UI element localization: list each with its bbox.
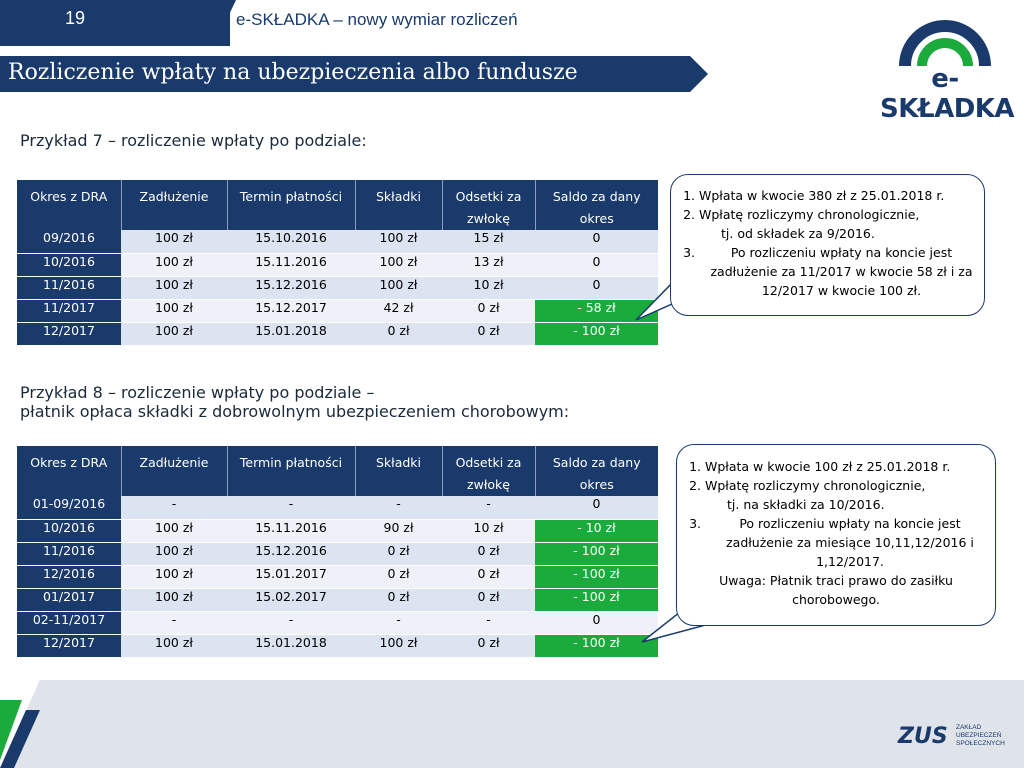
table-cell: -	[227, 611, 355, 634]
table-cell: -	[355, 496, 442, 519]
table-cell: 0 zł	[442, 565, 535, 588]
table-cell: 100 zł	[355, 253, 442, 276]
footer-bar	[0, 680, 1024, 768]
column-header: Zadłużenie	[121, 446, 227, 496]
table-cell: - 100 zł	[535, 634, 658, 657]
table-cell: 09/2016	[17, 230, 121, 253]
table-row	[17, 299, 658, 322]
table-cell: 90 zł	[355, 519, 442, 542]
table-cell: 100 zł	[121, 299, 227, 322]
table-cell: 0 zł	[355, 322, 442, 345]
table-cell: 0 zł	[355, 542, 442, 565]
e-skladka-logo	[880, 8, 1015, 124]
table-cell: - 100 zł	[535, 542, 658, 565]
table-cell: 0 zł	[442, 542, 535, 565]
table-row	[17, 230, 658, 253]
table-cell: 10 zł	[442, 519, 535, 542]
column-header: Okres z DRA	[17, 446, 121, 496]
logo-arc-icon	[880, 8, 1010, 68]
table-cell: 0 zł	[442, 588, 535, 611]
table-cell: 0	[535, 230, 658, 253]
column-header: Odsetki za zwłokę	[442, 180, 535, 230]
callout-item: 3. Po rozliczeniu wpłaty na koncie jest zadłużenie za 11/2017 w kwocie 58 zł i za 12/2017 w kwocie 100 zł.	[699, 243, 984, 300]
table-row	[17, 588, 658, 611]
table-cell: 10 zł	[442, 276, 535, 299]
table-header-row	[17, 446, 658, 496]
table-cell: 15.12.2016	[227, 542, 355, 565]
table-row	[17, 253, 658, 276]
table-cell: 100 zł	[121, 253, 227, 276]
column-header: Saldo za dany okres	[535, 446, 658, 496]
table-row	[17, 542, 658, 565]
table-cell: 0 zł	[355, 565, 442, 588]
table-cell: 100 zł	[355, 276, 442, 299]
table-cell: 12/2016	[17, 565, 121, 588]
table-cell: 100 zł	[121, 519, 227, 542]
table-cell: 100 zł	[121, 276, 227, 299]
table-cell: 01-09/2016	[17, 496, 121, 519]
table-cell: 12/2017	[17, 322, 121, 345]
zus-name: ZAKŁAD UBEZPIECZEŃ SPOŁECZNYCH	[956, 724, 1005, 747]
table-cell: 0 zł	[442, 322, 535, 345]
column-header: Termin płatności	[227, 180, 355, 230]
table-cell: -	[227, 496, 355, 519]
table-cell: - 10 zł	[535, 519, 658, 542]
table-cell: 15.11.2016	[227, 519, 355, 542]
table-row	[17, 565, 658, 588]
table-cell: 11/2016	[17, 276, 121, 299]
example7-title: Przykład 7 – rozliczenie wpłaty po podziale:	[20, 131, 367, 150]
zus-logo-mark: ZUS	[898, 724, 948, 749]
table-cell: 12/2017	[17, 634, 121, 657]
table-cell: 01/2017	[17, 588, 121, 611]
table-cell: 15.02.2017	[227, 588, 355, 611]
table-cell: 11/2017	[17, 299, 121, 322]
table-header-row	[17, 180, 658, 230]
header-band-slant	[200, 0, 240, 46]
example8-title-line2: płatnik opłaca składki z dobrowolnym ubezpieczeniem chorobowym:	[20, 402, 570, 421]
table-cell: 10/2016	[17, 253, 121, 276]
table-cell: 11/2016	[17, 542, 121, 565]
table-cell: 0	[535, 276, 658, 299]
callout-item: 2. Wpłatę rozliczymy chronologicznie, tj. od składek za 9/2016.	[699, 205, 984, 243]
table-cell: 100 zł	[121, 542, 227, 565]
table-cell: 15.12.2017	[227, 299, 355, 322]
table-cell: 100 zł	[121, 588, 227, 611]
table-cell: -	[442, 611, 535, 634]
header-title: e-SKŁADKA – nowy wymiar rozliczeń	[236, 10, 518, 29]
column-header: Składki	[355, 180, 442, 230]
table-cell: 100 zł	[121, 634, 227, 657]
table-row	[17, 519, 658, 542]
table-row	[17, 276, 658, 299]
column-header: Składki	[355, 446, 442, 496]
callout-item: 2. Wpłatę rozliczymy chronologicznie, tj. na składki za 10/2016.	[705, 476, 995, 514]
slide-title: Rozliczenie wpłaty na ubezpieczenia albo fundusze	[8, 60, 578, 85]
example7-table	[17, 180, 658, 346]
table-cell: 15 zł	[442, 230, 535, 253]
table-cell: 15.10.2016	[227, 230, 355, 253]
table-cell: - 100 zł	[535, 322, 658, 345]
column-header: Zadłużenie	[121, 180, 227, 230]
table-cell: - 100 zł	[535, 588, 658, 611]
table-cell: 0 zł	[355, 588, 442, 611]
example8-callout	[676, 444, 996, 626]
column-header: Termin płatności	[227, 446, 355, 496]
example7-callout	[670, 174, 985, 316]
table-cell: 15.11.2016	[227, 253, 355, 276]
table-cell: 13 zł	[442, 253, 535, 276]
table-cell: 15.01.2018	[227, 322, 355, 345]
table-cell: 100 zł	[355, 634, 442, 657]
callout-list	[671, 186, 984, 300]
table-row	[17, 322, 658, 345]
table-row	[17, 496, 658, 519]
table-cell: -	[121, 611, 227, 634]
table-row	[17, 611, 658, 634]
callout-item: 1. Wpłata w kwocie 100 zł z 25.01.2018 r.	[705, 457, 995, 476]
table-cell: 15.12.2016	[227, 276, 355, 299]
table-cell: 0	[535, 611, 658, 634]
example8-title-line1: Przykład 8 – rozliczenie wpłaty po podziale –	[20, 383, 375, 402]
column-header: Odsetki za zwłokę	[442, 446, 535, 496]
table-cell: - 58 zł	[535, 299, 658, 322]
table-cell: -	[355, 611, 442, 634]
logo-text: e-SKŁADKA	[880, 64, 1015, 124]
table-cell: 100 zł	[121, 565, 227, 588]
table-cell: 15.01.2018	[227, 634, 355, 657]
zus-logo	[898, 722, 1008, 758]
table-cell: - 100 zł	[535, 565, 658, 588]
table-cell: 0	[535, 253, 658, 276]
table-cell: 100 zł	[121, 322, 227, 345]
table-row	[17, 634, 658, 657]
table-cell: 100 zł	[355, 230, 442, 253]
table-cell: 10/2016	[17, 519, 121, 542]
table-cell: 15.01.2017	[227, 565, 355, 588]
example8-table	[17, 446, 658, 658]
column-header: Okres z DRA	[17, 180, 121, 230]
column-header: Saldo za dany okres	[535, 180, 658, 230]
callout-item: 3. Po rozliczeniu wpłaty na koncie jest zadłużenie za miesiące 10,11,12/2016 i 1,12/2017.	[705, 514, 995, 571]
example8-title	[20, 383, 569, 421]
table-cell: 0 zł	[442, 299, 535, 322]
callout-list	[677, 457, 995, 571]
table-cell: 0	[535, 496, 658, 519]
table-cell: 100 zł	[121, 230, 227, 253]
table-cell: 42 zł	[355, 299, 442, 322]
table-cell: -	[121, 496, 227, 519]
callout-note: Uwaga: Płatnik traci prawo do zasiłku chorobowego.	[719, 573, 953, 607]
slide-number: 19	[64, 8, 86, 28]
callout-item: 1. Wpłata w kwocie 380 zł z 25.01.2018 r.	[699, 186, 984, 205]
table-cell: -	[442, 496, 535, 519]
table-cell: 0 zł	[442, 634, 535, 657]
table-cell: 02-11/2017	[17, 611, 121, 634]
